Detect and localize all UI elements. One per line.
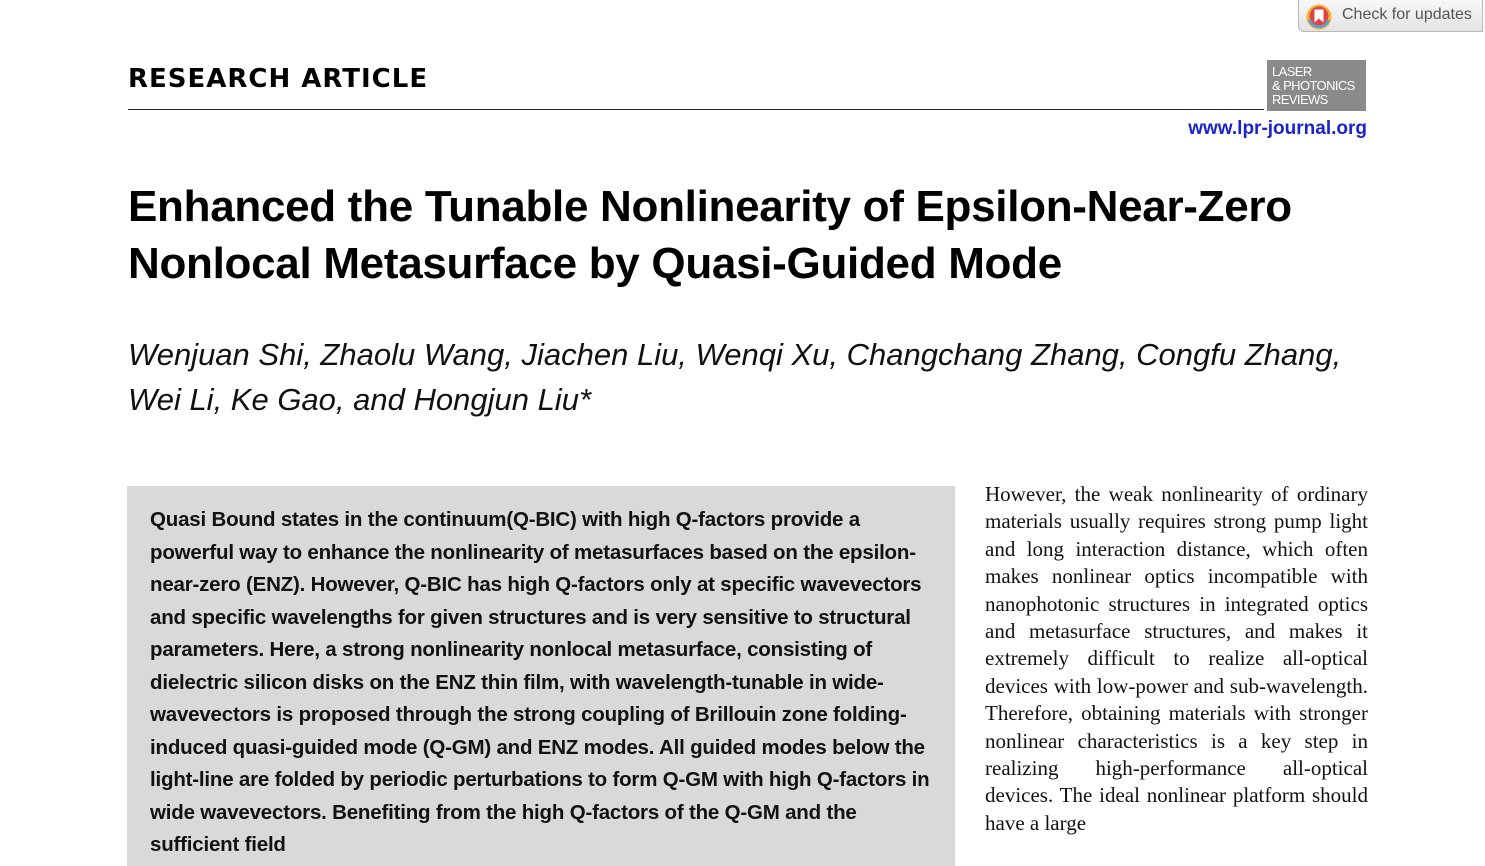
header-rule bbox=[128, 109, 1264, 110]
journal-logo[interactable] bbox=[1267, 60, 1366, 111]
journal-url-link[interactable]: www.lpr-journal.org bbox=[1188, 118, 1367, 139]
article-title: Enhanced the Tunable Nonlinearity of Epsilon-Near-Zero Nonlocal Metasurface by Quasi-Guided Mode bbox=[128, 182, 1292, 288]
journal-logo-line: REVIEWS bbox=[1272, 92, 1328, 107]
check-for-updates-label: Check for updates bbox=[1342, 6, 1472, 23]
article-type-label: RESEARCH ARTICLE bbox=[128, 64, 429, 94]
abstract-box bbox=[127, 486, 955, 866]
check-for-updates-badge[interactable] bbox=[1298, 0, 1483, 32]
abstract-text: Quasi Bound states in the continuum(Q-BIC) with high Q-factors provide a powerful way to enhance the nonlinearity of metasurfaces based on the epsilon-near-zero (ENZ). However, Q-BIC has high Q-factors only at specific wavevectors and specific wavelengths for given structures and is very sensitive to structural parameters. Here, a strong nonlinearity nonlocal metasurface, consisting of dielectric silicon disks on the ENZ thin film, with wavelength-tunable in wide-wavevectors is proposed through the strong coupling of Brillouin zone folding-induced quasi-guided mode (Q-GM) and ENZ modes. All guided modes below the light-line are folded by periodic perturbations to form Q-GM with high Q-factors in wide wavevectors. Benefiting from the high Q-factors of the Q-GM and the sufficient field bbox=[150, 508, 930, 856]
body-text-column: However, the weak nonlinearity of ordinary materials usually requires strong pump light and long interaction distance, which often makes nonlinear optics incompatible with nanophotonic structures in integrated optics and metasurface structures, and makes it extremely difficult to realize all-optical devices with low-power and sub-wavelength. Therefore, obtaining materials with stronger nonlinear characteristics is a key step in realizing high-performance all-optical devices. The ideal nonlinear platform should have a large bbox=[985, 482, 1368, 835]
journal-logo-line: LASER bbox=[1272, 64, 1312, 79]
crossmark-icon bbox=[1305, 3, 1333, 31]
author-list: Wenjuan Shi, Zhaolu Wang, Jiachen Liu, Wenqi Xu, Changchang Zhang, Congfu Zhang, Wei Li, Ke Gao, and Hongjun Liu* bbox=[128, 337, 1342, 417]
journal-logo-line: & PHOTONICS bbox=[1272, 78, 1355, 93]
